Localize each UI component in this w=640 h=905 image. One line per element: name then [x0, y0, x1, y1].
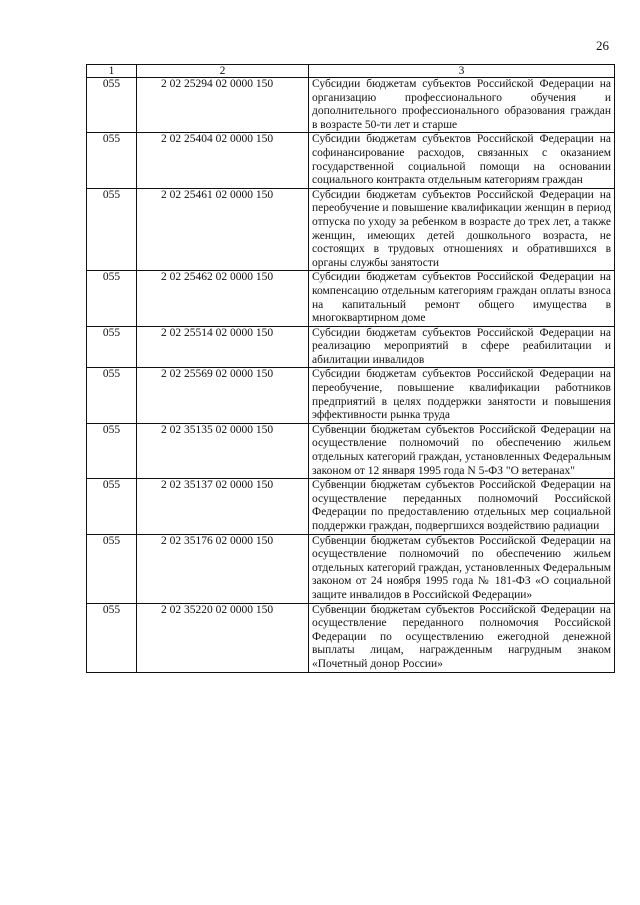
table-row: [87, 326, 615, 368]
admin-code-cell: 055: [87, 133, 137, 188]
table-row: [87, 423, 615, 478]
admin-code-cell: 055: [87, 603, 137, 672]
description-cell: Субсидии бюджетам субъектов Российской Федерации на софинансирование расходов, связанных с оказанием государственной социальной помощи на основании социального контракта отдельным категориям граждан: [309, 133, 615, 188]
budget-code-cell: 2 02 25462 02 0000 150: [137, 271, 309, 326]
table-row: [87, 133, 615, 188]
table-row: [87, 188, 615, 271]
description-cell: Субсидии бюджетам субъектов Российской Федерации на переобучение, повышение квалификации работников предприятий в целях поддержки занятости и повышения эффективности рынка труда: [309, 368, 615, 423]
admin-code-cell: 055: [87, 188, 137, 271]
table-row: [87, 78, 615, 133]
budget-code-cell: 2 02 25294 02 0000 150: [137, 78, 309, 133]
description-cell: Субсидии бюджетам субъектов Российской Федерации на реализацию мероприятий в сфере реабилитации и абилитации инвалидов: [309, 326, 615, 368]
table-row: [87, 534, 615, 603]
admin-code-cell: 055: [87, 368, 137, 423]
budget-code-cell: 2 02 35137 02 0000 150: [137, 479, 309, 534]
table-row: [87, 271, 615, 326]
description-cell: Субсидии бюджетам субъектов Российской Федерации на организацию профессионального обучения и дополнительного профессионального образования граждан в возрасте 50-ти лет и старше: [309, 78, 615, 133]
admin-code-cell: 055: [87, 78, 137, 133]
column-header-1: 1: [87, 65, 137, 78]
budget-code-cell: 2 02 25404 02 0000 150: [137, 133, 309, 188]
budget-codes-table: [86, 64, 615, 673]
budget-code-cell: 2 02 35176 02 0000 150: [137, 534, 309, 603]
description-cell: Субвенции бюджетам субъектов Российской Федерации на осуществление переданных полномочий Российской Федерации по предоставлению отдельных мер социальной поддержки граждан, подвергшихся воздействию радиации: [309, 479, 615, 534]
budget-code-cell: 2 02 25569 02 0000 150: [137, 368, 309, 423]
admin-code-cell: 055: [87, 326, 137, 368]
column-header-2: 2: [137, 65, 309, 78]
admin-code-cell: 055: [87, 479, 137, 534]
description-cell: Субвенции бюджетам субъектов Российской Федерации на осуществление переданного полномочия Российской Федерации по осуществлению ежегодной денежной выплаты лицам, награжденным нагрудным знаком «Почетный донор России»: [309, 603, 615, 672]
table-row: [87, 603, 615, 672]
admin-code-cell: 055: [87, 534, 137, 603]
description-cell: Субвенции бюджетам субъектов Российской Федерации на осуществление полномочий по обеспечению жильем отдельных категорий граждан, установленных Федеральным законом от 12 января 1995 года N 5-ФЗ "О ветеранах": [309, 423, 615, 478]
table-row: [87, 479, 615, 534]
budget-code-cell: 2 02 35220 02 0000 150: [137, 603, 309, 672]
page-number: 26: [596, 38, 609, 53]
description-cell: Субсидии бюджетам субъектов Российской Федерации на компенсацию отдельным категориям граждан оплаты взноса на капитальный ремонт общего имущества в многоквартирном доме: [309, 271, 615, 326]
admin-code-cell: 055: [87, 271, 137, 326]
budget-code-cell: 2 02 25514 02 0000 150: [137, 326, 309, 368]
description-cell: Субсидии бюджетам субъектов Российской Федерации на переобучение и повышение квалификации женщин в период отпуска по уходу за ребенком в возрасте до трех лет, а также женщин, имеющих детей дошкольного возраста, не состоящих в трудовых отношениях и обратившихся в органы службы занятости: [309, 188, 615, 271]
column-header-3: 3: [309, 65, 615, 78]
table-row: [87, 368, 615, 423]
budget-code-cell: 2 02 35135 02 0000 150: [137, 423, 309, 478]
admin-code-cell: 055: [87, 423, 137, 478]
budget-code-cell: 2 02 25461 02 0000 150: [137, 188, 309, 271]
table-header-row: [87, 65, 615, 78]
description-cell: Субвенции бюджетам субъектов Российской Федерации на осуществление полномочий по обеспечению жильем отдельных категорий граждан, установленных Федеральным законом от 24 ноября 1995 года № 181-ФЗ «О социальной защите инвалидов в Российской Федерации»: [309, 534, 615, 603]
